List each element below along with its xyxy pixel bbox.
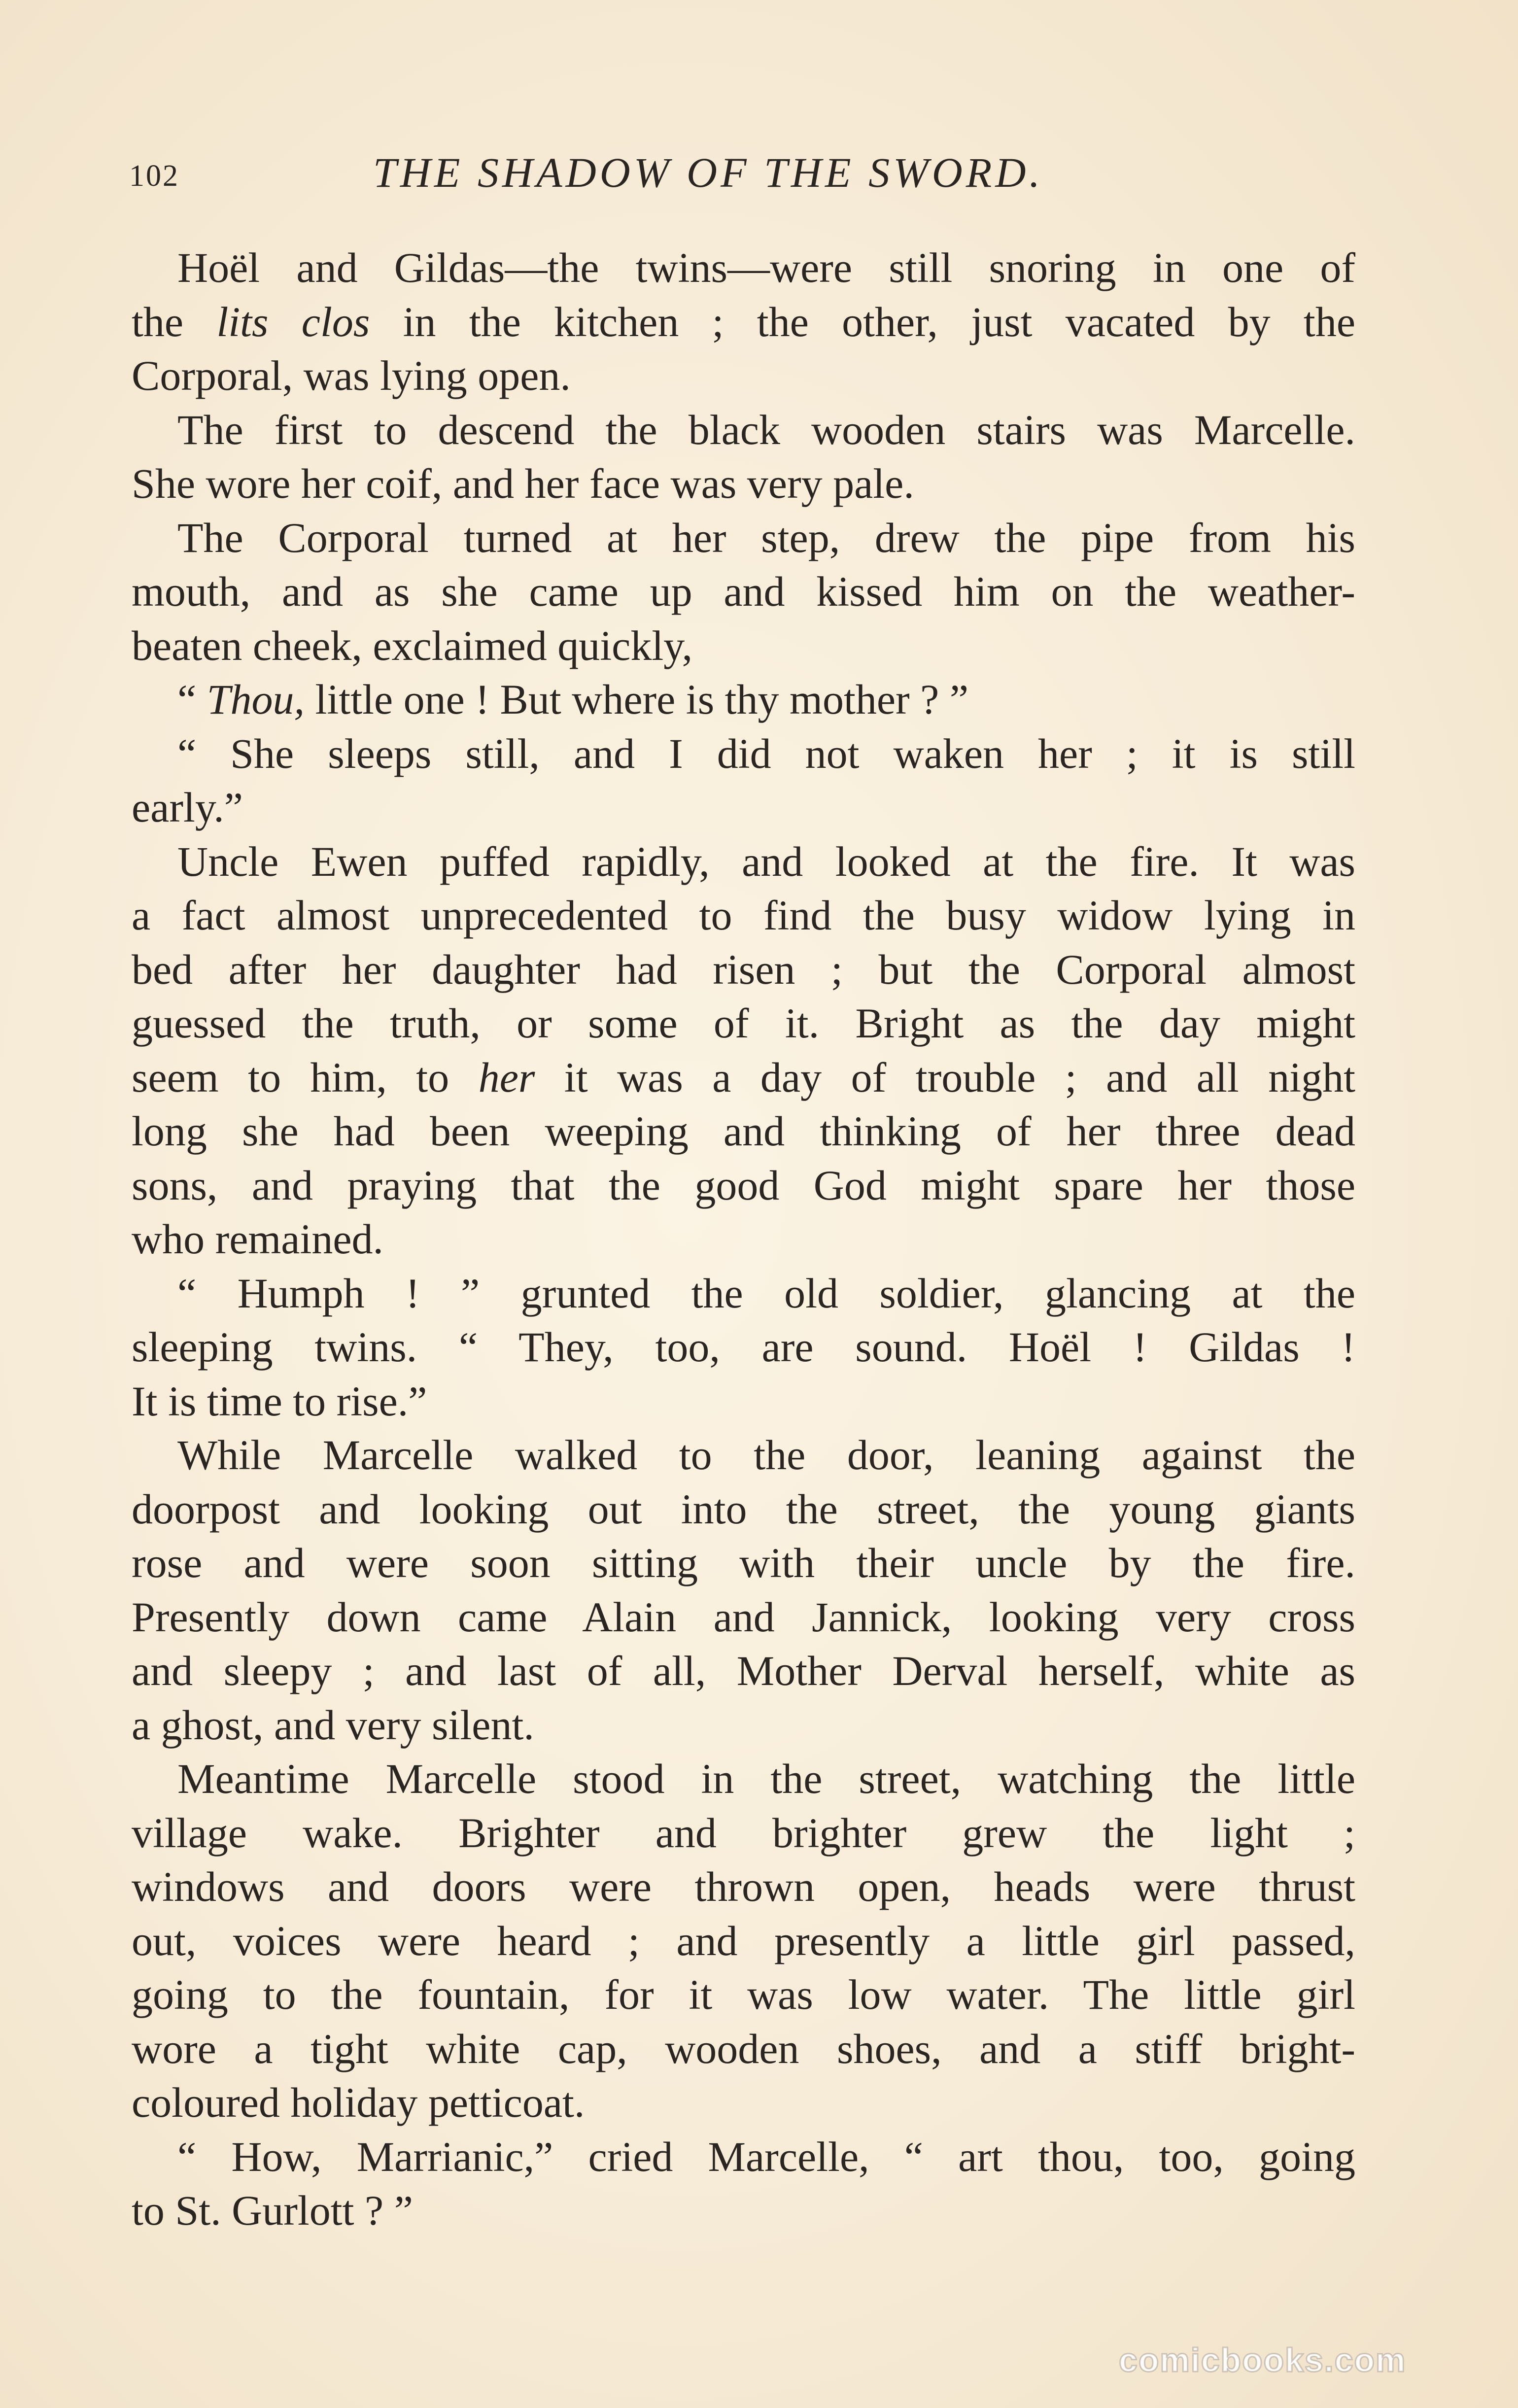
text-line: long she had been weeping and thinking of her three dead <box>132 1107 1355 1155</box>
text-line: “ How, Marrianic,” cried Marcelle, “ art thou, too, going <box>177 2133 1355 2180</box>
text-line: beaten cheek, exclaimed quickly, <box>132 621 693 669</box>
text-line: a fact almost unprecedented to find the busy widow lying in <box>132 892 1355 939</box>
text-line: It is time to rise.” <box>132 1377 427 1425</box>
text-line: She wore her coif, and her face was very pale. <box>132 460 914 507</box>
text-span: the <box>132 298 217 345</box>
text-line <box>132 295 1355 349</box>
body-text <box>132 241 1355 2238</box>
text-line: rose and were soon sitting with their uncle by the fire. <box>132 1539 1355 1586</box>
page-number: 102 <box>129 159 179 193</box>
text-line: to St. Gurlott ? ” <box>132 2187 413 2234</box>
text-span: “ <box>177 676 207 723</box>
text-line: The first to descend the black wooden stairs was Marcelle. <box>177 406 1355 453</box>
text-line: Uncle Ewen puffed rapidly, and looked at the fire. It was <box>177 837 1355 885</box>
text-line: Presently down came Alain and Jannick, looking very cross <box>132 1593 1355 1641</box>
italic-text: lits clos <box>216 298 370 345</box>
running-title: THE SHADOW OF THE SWORD. <box>373 149 1043 196</box>
text-line: sleeping twins. “ They, too, are sound. Hoël ! Gildas ! <box>132 1323 1355 1371</box>
text-line: Hoël and Gildas—the twins—were still snoring in one of <box>177 244 1355 291</box>
text-span: seem to him, to <box>132 1053 479 1101</box>
watermark: comicbooks.com <box>1119 2341 1407 2379</box>
text-line: bed after her daughter had risen ; but the Corporal almost <box>132 945 1355 993</box>
text-span: little one ! But where is thy mother ? ” <box>305 676 968 723</box>
text-line: and sleepy ; and last of all, Mother Derval herself, white as <box>132 1647 1355 1694</box>
text-line <box>132 1051 1355 1105</box>
text-line: going to the fountain, for it was low water. The little girl <box>132 1971 1355 2018</box>
text-line: doorpost and looking out into the street, the young giants <box>132 1485 1355 1533</box>
text-line: sons, and praying that the good God might spare her those <box>132 1161 1355 1209</box>
text-line: The Corporal turned at her step, drew the pipe from his <box>177 514 1355 561</box>
text-line: out, voices were heard ; and presently a little girl passed, <box>132 1917 1355 1964</box>
text-line: a ghost, and very silent. <box>132 1701 534 1749</box>
text-line: mouth, and as she came up and kissed him on the weather- <box>132 568 1355 615</box>
page-header <box>129 148 1115 207</box>
text-span: it was a day of trouble ; and all night <box>535 1053 1356 1101</box>
text-line: windows and doors were thrown open, heads were thrust <box>132 1863 1355 1910</box>
text-line: early.” <box>132 784 243 831</box>
text-line: guessed the truth, or some of it. Bright as the day might <box>132 999 1355 1047</box>
text-line: Corporal, was lying open. <box>132 352 571 399</box>
text-line: who remained. <box>132 1215 384 1263</box>
text-span: in the kitchen ; the other, just vacated by the <box>370 298 1355 345</box>
text-line: coloured holiday petticoat. <box>132 2079 585 2126</box>
text-line: village wake. Brighter and brighter grew the light ; <box>132 1809 1355 1857</box>
text-line: “ Humph ! ” grunted the old soldier, glancing at the <box>177 1269 1355 1317</box>
text-line <box>132 673 1355 727</box>
text-line: wore a tight white cap, wooden shoes, and a stiff bright- <box>132 2025 1355 2072</box>
italic-text: Thou, <box>207 676 305 723</box>
text-line: Meantime Marcelle stood in the street, watching the little <box>177 1755 1355 1802</box>
text-line: While Marcelle walked to the door, leaning against the <box>177 1431 1355 1479</box>
italic-text: her <box>478 1053 535 1101</box>
text-line: “ She sleeps still, and I did not waken her ; it is still <box>177 729 1355 777</box>
